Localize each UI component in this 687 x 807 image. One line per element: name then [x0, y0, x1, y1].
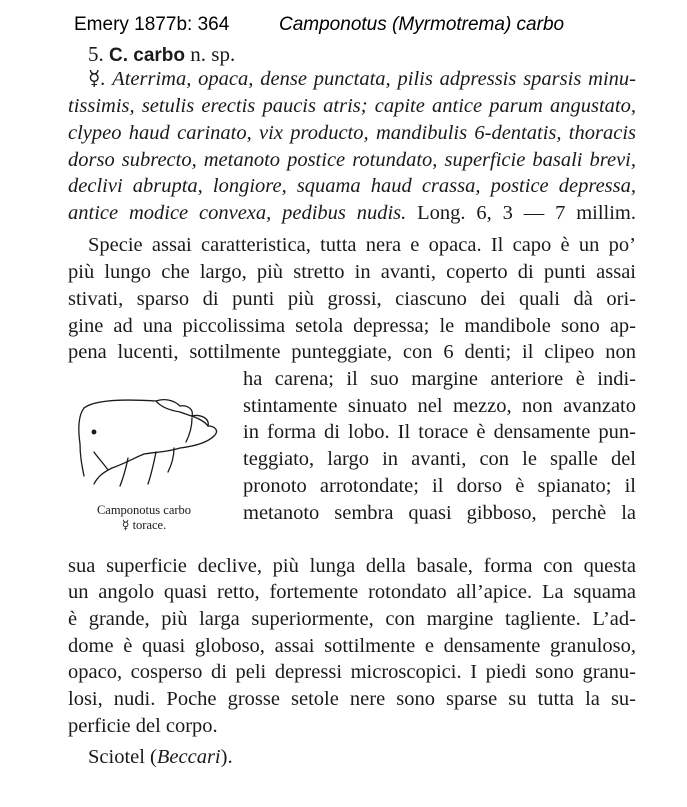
figure-subcaption: ☿ torace.: [121, 518, 167, 532]
latin-line: declivi abrupta, longiore, squama haud crassa, postice depressa,: [68, 175, 636, 197]
wrap-line: metanoto sembra quasi gibboso, perchè la: [243, 502, 636, 524]
locality-end: ).: [220, 746, 233, 768]
species-heading: [88, 42, 235, 67]
figure-caption: Camponotus carbo: [96, 503, 192, 517]
wrap-line: pronoto arrotondate; il dorso è spianato; il: [243, 475, 636, 497]
body-line: stivati, sparso di punti più grossi, ciascuno dei quali dà ori-: [68, 288, 636, 310]
species-name: C. carbo: [109, 45, 186, 66]
wrap-line: in forma di lobo. Il torace è densamente pun-: [243, 421, 636, 443]
thorax-figure: [64, 392, 224, 492]
species-note: n. sp.: [190, 42, 236, 66]
body-line: gine ad una piccolissima setola depressa; le mandibole sono ap-: [68, 315, 636, 337]
tail-line: dome è quasi globoso, assai sottilmente e densamente granuloso,: [68, 635, 636, 657]
latin-line: clypeo haud carinato, vix producto, mandibulis 6-dentatis, thoracis: [68, 122, 636, 144]
latin-line: ☿. Aterrima, opaca, dense punctata, pilis adpressis sparsis minu-: [88, 68, 636, 90]
header-reference: Emery 1877b: 364: [74, 14, 230, 35]
body-line: più lungo che largo, più stretto in avanti, coperto di punti assai: [68, 261, 636, 283]
latin-line-last: [68, 200, 636, 226]
tail-line: un angolo quasi retto, fortemente rotondato all’apice. La squama: [68, 581, 636, 603]
wrap-line: ha carena; il suo margine anteriore è indi-: [243, 368, 636, 390]
tail-line: opaco, cosperso di peli depressi microscopici. I piedi sono granu-: [68, 661, 636, 683]
tail-line: è grande, più larga superiormente, con margine tagliente. L’ad-: [68, 608, 636, 630]
wrap-line: teggiato, largo in avanti, con le spalle del: [243, 448, 636, 470]
latin-last-measure: Long. 6, 3 — 7 millim.: [406, 202, 636, 224]
latin-line: dorso subrecto, metanoto postice rotundato, superficie basali brevi,: [68, 149, 636, 171]
tail-line-last: perficie del corpo.: [68, 715, 218, 737]
tail-line: losi, nudi. Poche grosse setole nere sono sparse su tutta la su-: [68, 688, 636, 710]
body-line: pena lucenti, sottilmente punteggiate, con 6 denti; il clipeo non: [68, 341, 636, 363]
locality-line: [88, 744, 636, 770]
locality-place: Sciotel (: [88, 746, 157, 768]
header-title: Camponotus (Myrmotrema) carbo: [279, 14, 565, 35]
wrap-line: stintamente sinuato nel mezzo, non avanzato: [243, 395, 636, 417]
latin-last-italic: antice modice convexa, pedibus nudis.: [68, 202, 407, 224]
body-line: Specie assai caratteristica, tutta nera e opaca. Il capo è un po’: [88, 234, 636, 256]
locality-collector: Beccari: [156, 746, 221, 768]
species-number: 5.: [88, 42, 104, 66]
latin-line: tissimis, setulis erectis paucis atris; capite antice parum angustato,: [68, 95, 636, 117]
tail-line: sua superficie declive, più lunga della basale, forma con questa: [68, 555, 636, 577]
